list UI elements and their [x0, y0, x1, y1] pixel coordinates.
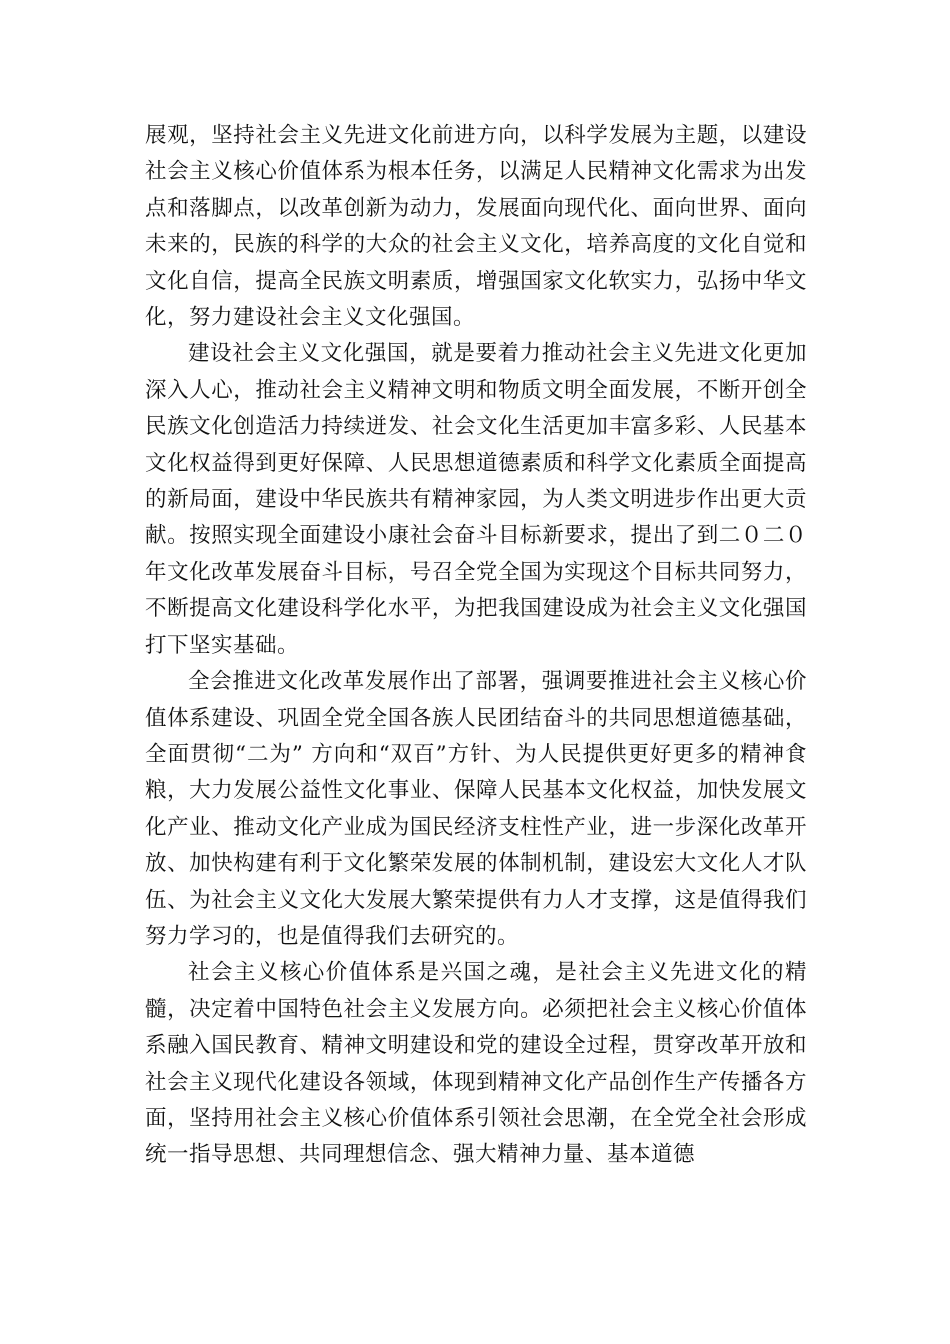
document-page [145, 118, 807, 1174]
paragraph-4: 社会主义核心价值体系是兴国之魂，是社会主义先进文化的精髓，决定着中国特色社会主义发展方向。必须把社会主义核心价值体系融入国民教育、精神文明建设和党的建设全过程，贯穿改革开放和社会主义现代化建设各领域，体现到精神文化产品创作生产传播各方面，坚持用社会主义核心价值体系引领社会思潮，在全党全社会形成统一指导思想、共同理想信念、强大精神力量、基本道德 [145, 960, 807, 1168]
paragraph-3: 全会推进文化改革发展作出了部署，强调要推进社会主义核心价值体系建设、巩固全党全国各族人民团结奋斗的共同思想道德基础，全面贯彻“二为” 方向和“双百”方针、为人民提供更好更多的精神食粮，大力发展公益性文化事业、保障人民基本文化权益，加快发展文化产业、推动文化产业成为国民经济支柱性产业，进一步深化改革开放、加快构建有利于文化繁荣发展的体制机制，建设宏大文化人才队伍、为社会主义文化大发展大繁荣提供有力人才支撑，这是值得我们努力学习的，也是值得我们去研究的。 [145, 669, 807, 949]
paragraph-1: 展观，坚持社会主义先进文化前进方向，以科学发展为主题，以建设社会主义核心价值体系为根本任务，以满足人民精神文化需求为出发点和落脚点，以改革创新为动力，发展面向现代化、面向世界、面向未来的，民族的科学的大众的社会主义文化，培养高度的文化自觉和文化自信，提高全民族文明素质，增强国家文化软实力，弘扬中华文化，努力建设社会主义文化强国。 [145, 123, 807, 331]
paragraph-2: 建设社会主义文化强国，就是要着力推动社会主义先进文化更加深入人心，推动社会主义精神文明和物质文明全面发展，不断开创全民族文化创造活力持续迸发、社会文化生活更加丰富多彩、人民基本文化权益得到更好保障、人民思想道德素质和科学文化素质全面提高的新局面，建设中华民族共有精神家园，为人类文明进步作出更大贡献。按照实现全面建设小康社会奋斗目标新要求，提出了到二０二０年文化改革发展奋斗目标，号召全党全国为实现这个目标共同努力，不断提高文化建设科学化水平，为把我国建设成为社会主义文化强国打下坚实基础。 [145, 341, 807, 658]
